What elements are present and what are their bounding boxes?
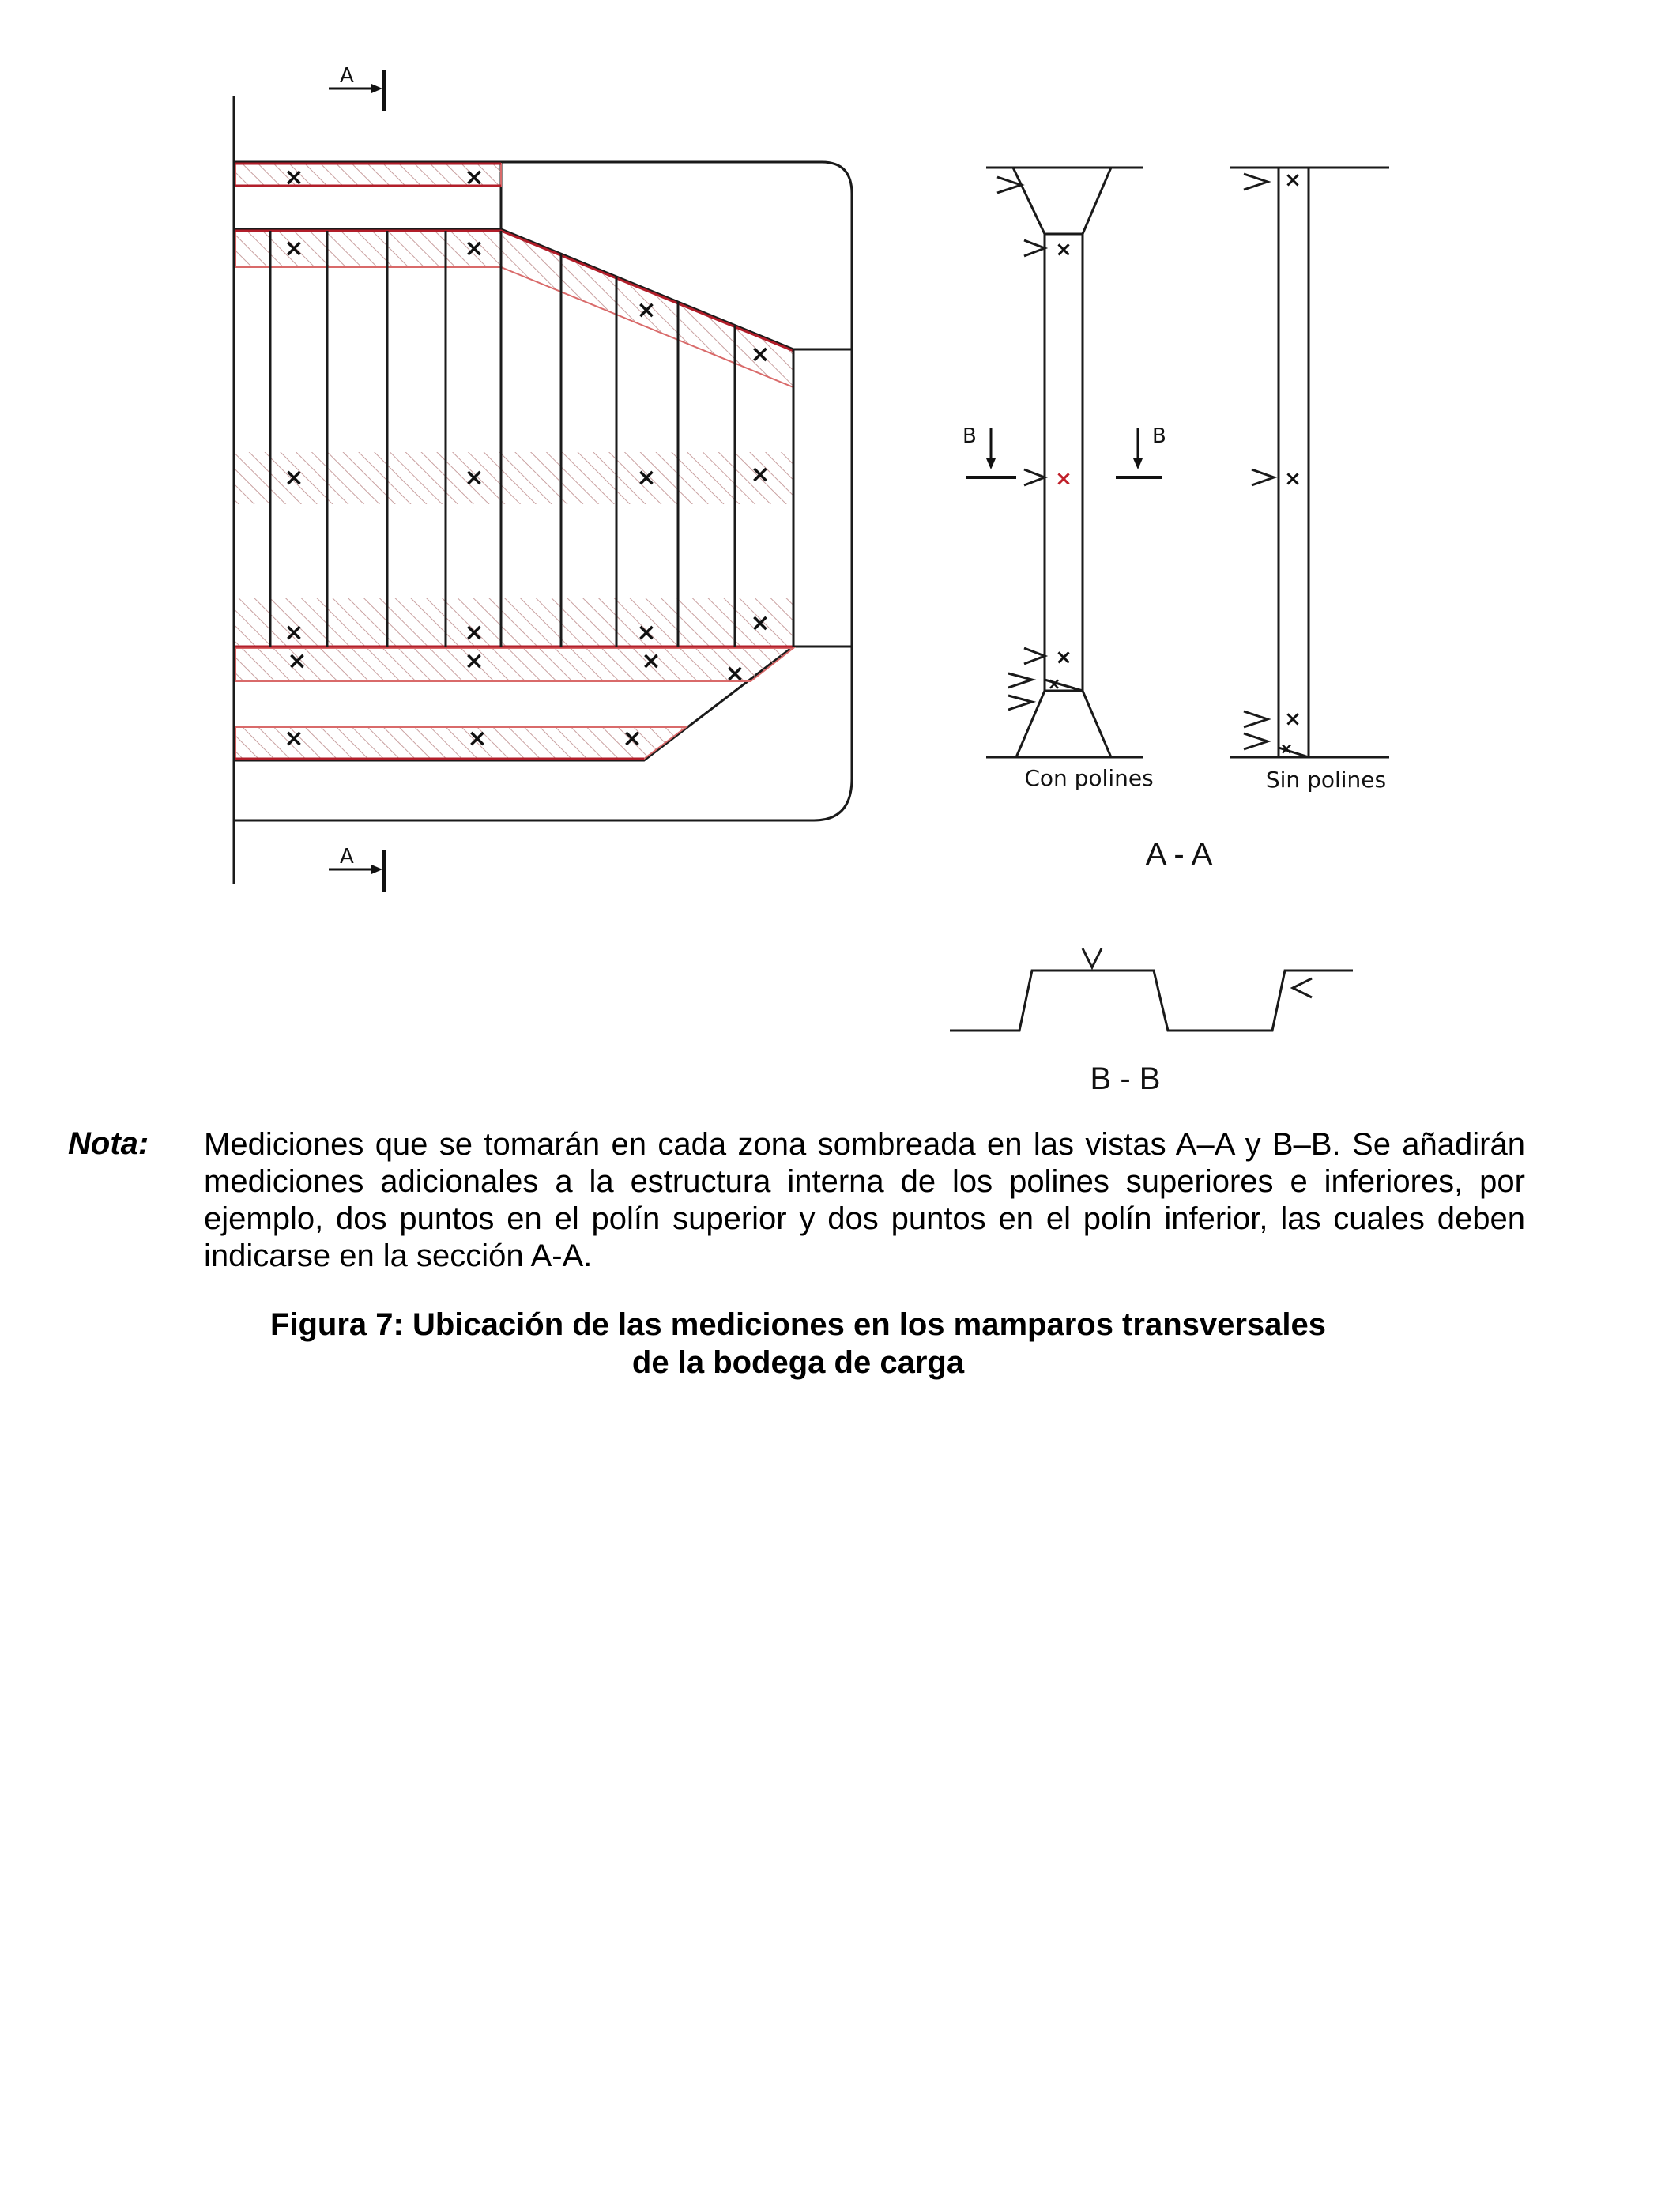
section-bb: [950, 948, 1353, 1031]
svg-text:×: ×: [750, 609, 770, 637]
cut-b-right-label: B: [1152, 424, 1166, 448]
middle-band: [235, 452, 793, 504]
svg-text:×: ×: [284, 619, 304, 647]
svg-text:×: ×: [464, 619, 484, 647]
svg-text:×: ×: [1047, 674, 1061, 693]
svg-text:×: ×: [1055, 646, 1072, 669]
svg-text:×: ×: [464, 164, 484, 191]
with-stools-label: Con polines: [1024, 765, 1154, 791]
section-marker-bottom: [329, 845, 384, 892]
svg-text:×: ×: [467, 725, 488, 752]
svg-text:×: ×: [750, 341, 770, 368]
svg-text:×: ×: [1279, 739, 1294, 758]
section-marker-top-label: A: [340, 64, 354, 88]
section-aa-title: A - A: [1145, 837, 1213, 872]
note-label: Nota:: [68, 1126, 149, 1161]
svg-text:×: ×: [636, 619, 657, 647]
section-bb-title: B - B: [1090, 1061, 1161, 1096]
corrugation-lines: [270, 231, 793, 647]
svg-text:×: ×: [464, 235, 484, 262]
svg-text:×: ×: [464, 464, 484, 492]
upper-stool-band: [235, 231, 793, 387]
without-stools-label: Sin polines: [1265, 767, 1387, 793]
svg-text:×: ×: [725, 660, 745, 688]
svg-text:×: ×: [622, 725, 642, 752]
svg-text:×: ×: [641, 647, 661, 675]
svg-text:×: ×: [284, 235, 304, 262]
note-text: Mediciones que se tomarán en cada zona sombreada en las vistas A–A y B–B. Se añadirán mediciones adicionales a la estructura interna de los polines superiores e inferiores, por ejemplo, dos puntos en el polín superior y dos puntos en el polín inferior, las cuales deben indicarse en la sección A-A.: [204, 1127, 1525, 1273]
caption-line-2: de la bodega de carga: [631, 1345, 965, 1380]
caption-line-1: Figura 7: Ubicación de las mediciones en los mamparos transversales: [269, 1307, 1327, 1342]
section-aa-without-stools-marks: [1280, 168, 1301, 758]
svg-text:×: ×: [284, 164, 304, 191]
lower-band: [235, 598, 793, 646]
svg-text:×: ×: [284, 464, 304, 492]
svg-text:×: ×: [1055, 467, 1072, 491]
svg-text:×: ×: [1055, 238, 1072, 262]
svg-text:×: ×: [636, 464, 657, 492]
section-aa-without-stools: [1230, 168, 1389, 757]
svg-text:×: ×: [464, 647, 484, 675]
svg-text:×: ×: [287, 647, 307, 675]
figure-caption: [198, 1306, 1399, 1382]
top-deck-strip: [235, 164, 501, 186]
section-marker-bottom-label: A: [340, 845, 354, 869]
lower-stool-band-1: [235, 648, 793, 681]
svg-text:×: ×: [1284, 707, 1301, 731]
hatched-zones: [235, 164, 793, 759]
svg-text:×: ×: [284, 725, 304, 752]
svg-text:×: ×: [1284, 168, 1301, 192]
svg-text:×: ×: [750, 461, 770, 488]
svg-text:×: ×: [636, 296, 657, 324]
svg-text:×: ×: [1284, 467, 1301, 491]
cut-b-left-label: B: [962, 424, 977, 448]
section-aa-with-stools-marks: [1048, 238, 1072, 693]
section-marker-top: [329, 64, 384, 111]
